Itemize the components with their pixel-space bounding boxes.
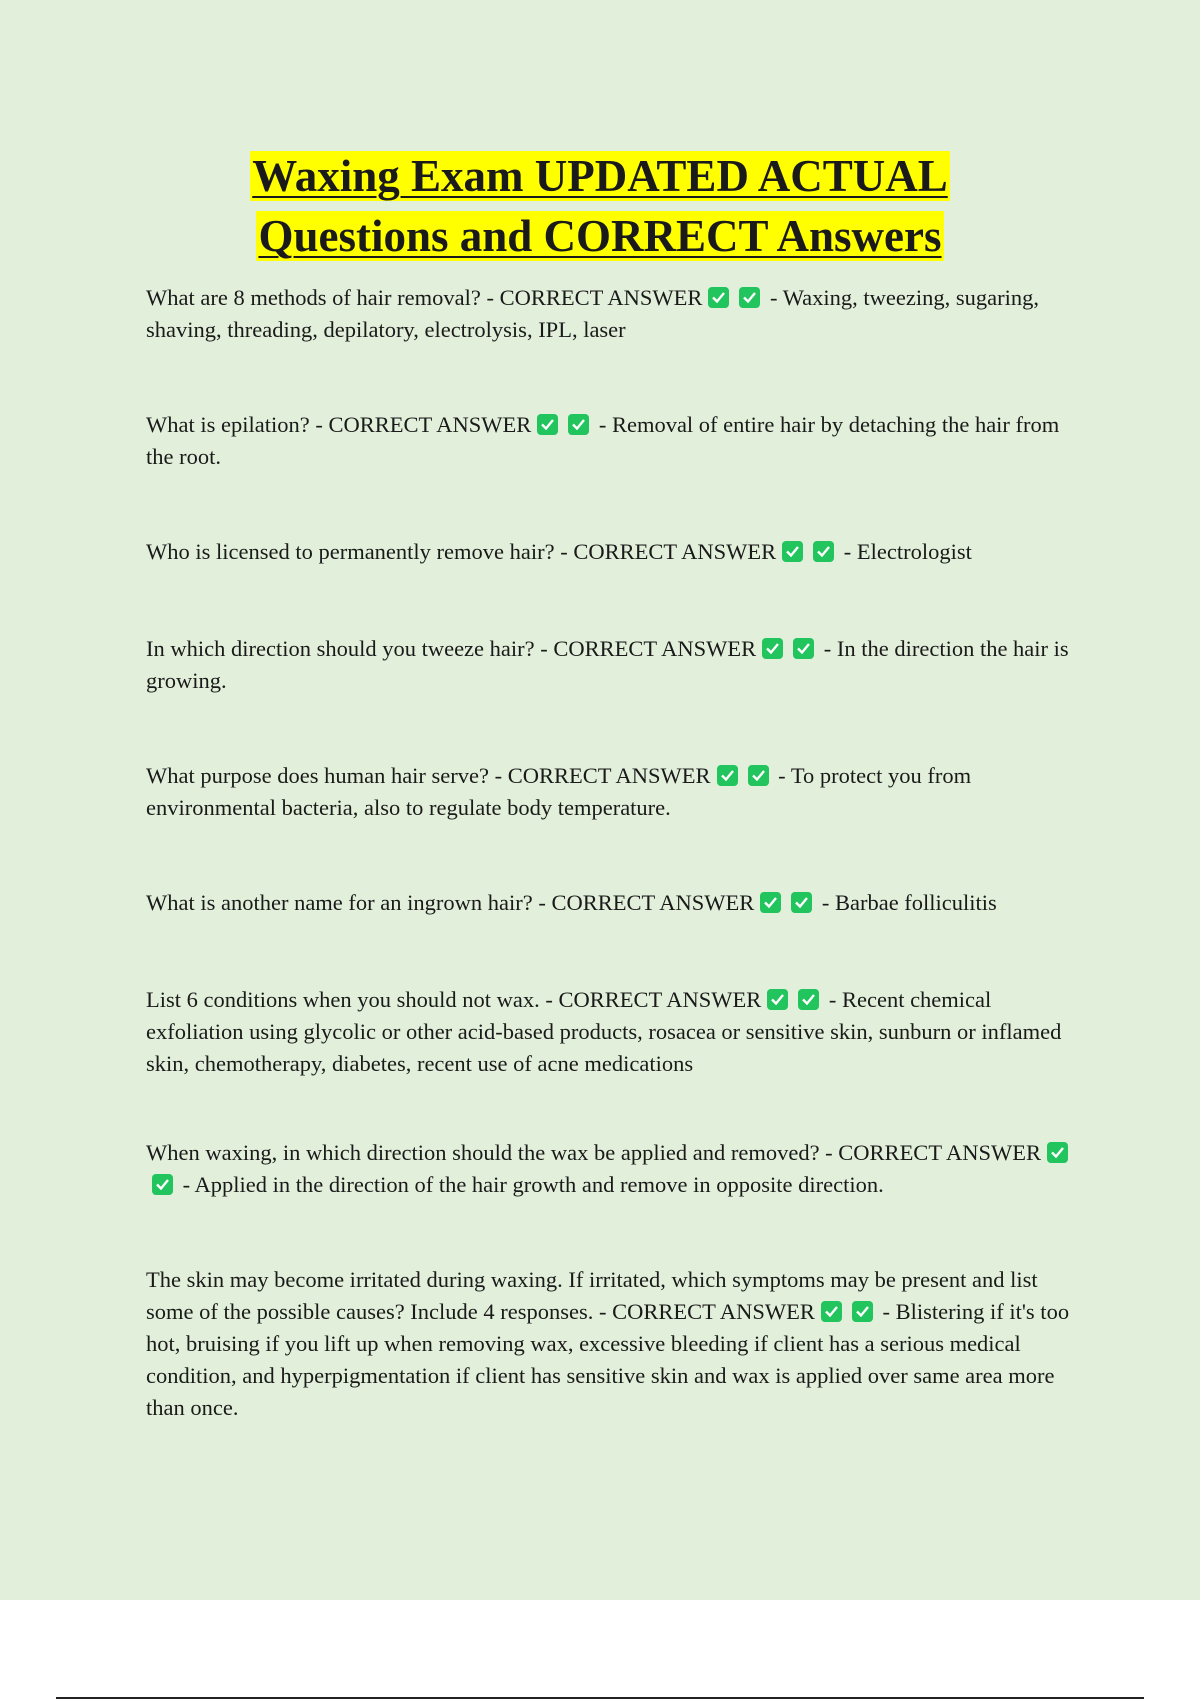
check-icon: [767, 989, 788, 1010]
qa-item: [146, 1264, 1081, 1424]
check-icon: [793, 638, 814, 659]
answer-marker: CORRECT ANSWER: [551, 890, 755, 915]
check-icon: [798, 989, 819, 1010]
answer-marker: CORRECT ANSWER: [838, 1140, 1042, 1165]
page-title: [0, 146, 1200, 266]
question-text: In which direction should you tweeze hair? -: [146, 636, 554, 661]
qa-item: [146, 1137, 1081, 1201]
check-icon: [852, 1301, 873, 1322]
answer-text: - Barbae folliculitis: [816, 890, 997, 915]
check-icon: [748, 765, 769, 786]
question-text: What purpose does human hair serve? -: [146, 763, 508, 788]
answer-text: - Applied in the direction of the hair growth and remove in opposite direction.: [177, 1172, 884, 1197]
qa-item: [146, 984, 1081, 1080]
qa-item: [146, 409, 1081, 473]
check-icon: [152, 1174, 173, 1195]
answer-marker: CORRECT ANSWER: [573, 539, 777, 564]
question-text: The skin may become irritated during waxing. If irritated, which symptoms may be present and list some of the possible causes? Include 4 responses. -: [146, 1267, 1038, 1324]
qa-item: [146, 760, 1081, 824]
answer-marker: CORRECT ANSWER: [612, 1299, 815, 1324]
question-text: When waxing, in which direction should the wax be applied and removed? -: [146, 1140, 839, 1165]
qa-item: [146, 633, 1081, 697]
title-line-2: Questions and CORRECT Answers: [258, 211, 942, 261]
answer-text: - Waxing, tweezing, sugaring, shaving, threading, depilatory, electrolysis, IPL, laser: [146, 285, 1039, 342]
check-icon: [1047, 1142, 1068, 1163]
check-icon: [568, 414, 589, 435]
qa-item: [146, 887, 1081, 919]
check-icon: [782, 541, 803, 562]
answer-text: - Electrologist: [838, 539, 972, 564]
question-text: What are 8 methods of hair removal? -: [146, 285, 500, 310]
answer-marker: CORRECT ANSWER: [328, 412, 532, 437]
question-text: What is epilation? -: [146, 412, 329, 437]
check-icon: [762, 638, 783, 659]
answer-marker: CORRECT ANSWER: [558, 987, 762, 1012]
check-icon: [739, 287, 760, 308]
answer-text: - To protect you from environmental bacteria, also to regulate body temperature.: [146, 763, 972, 820]
answer-marker: CORRECT ANSWER: [553, 636, 757, 661]
footer-divider: [56, 1697, 1144, 1699]
check-icon: [791, 892, 812, 913]
check-icon: [717, 765, 738, 786]
answer-text: - Recent chemical exfoliation using glycolic or other acid-based products, rosacea or sensitive skin, sunburn or inflamed skin, chemotherapy, diabetes, recent use of acne medications: [146, 987, 1062, 1076]
check-icon: [537, 414, 558, 435]
title-line-1: Waxing Exam UPDATED ACTUAL: [252, 151, 948, 201]
question-text: What is another name for an ingrown hair? -: [146, 890, 552, 915]
question-text: Who is licensed to permanently remove hair? -: [146, 539, 574, 564]
question-text: List 6 conditions when you should not wax. -: [146, 987, 559, 1012]
answer-marker: CORRECT ANSWER: [507, 763, 711, 788]
answer-text: - In the direction the hair is growing.: [146, 636, 1069, 693]
qa-item: [146, 536, 1081, 568]
check-icon: [813, 541, 834, 562]
answer-text: - Removal of entire hair by detaching the hair from the root.: [146, 412, 1060, 469]
check-icon: [708, 287, 729, 308]
check-icon: [821, 1301, 842, 1322]
check-icon: [760, 892, 781, 913]
answer-marker: CORRECT ANSWER: [499, 285, 703, 310]
qa-item: [146, 282, 1081, 346]
answer-text: - Blistering if it's too hot, bruising if you lift up when removing wax, excessive bleeding if client has a serious medical condition, and hyperpigmentation if client has sensitive skin and wax is applied over same area more than once.: [146, 1299, 1070, 1420]
